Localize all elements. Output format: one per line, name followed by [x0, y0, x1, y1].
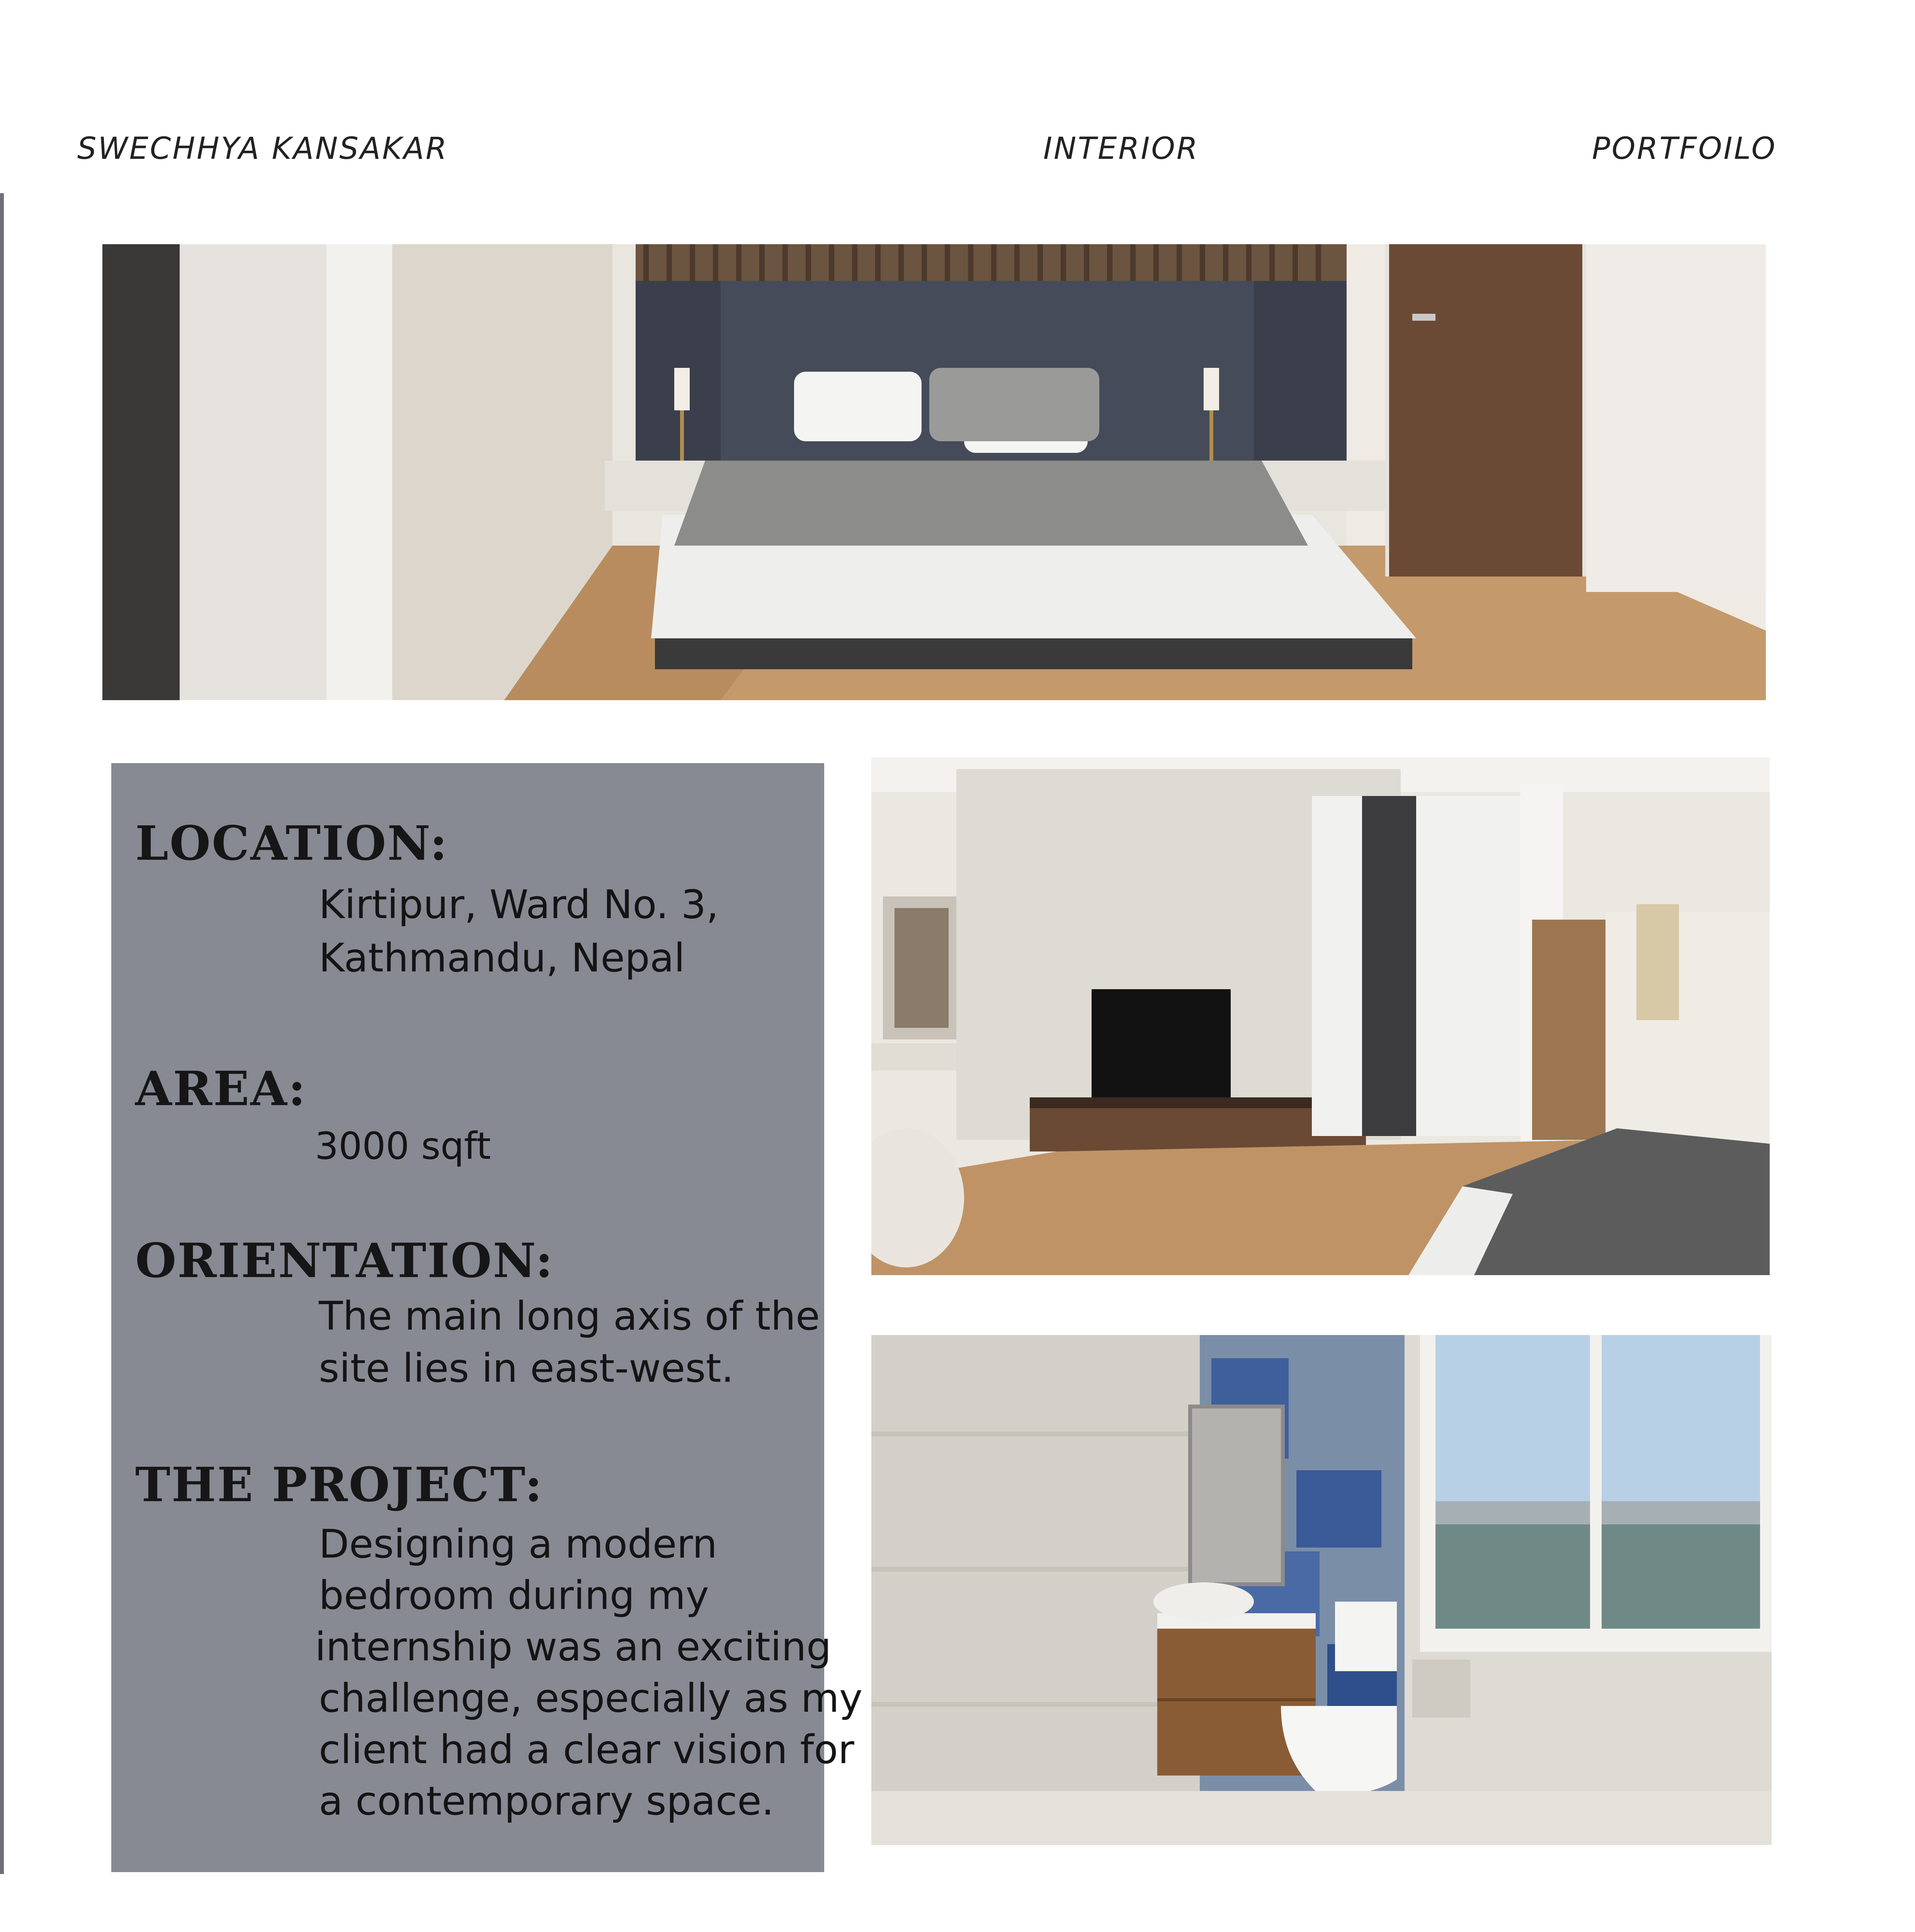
project-line-1: Designing a modern: [319, 1521, 718, 1567]
project-line-3: internship was an exciting: [315, 1624, 832, 1670]
left-rule: [0, 193, 4, 1874]
bedroom-render: [102, 244, 1766, 700]
area-heading: AREA:: [135, 1061, 307, 1116]
project-heading: THE PROJECT:: [135, 1457, 544, 1512]
location-line-2: Kathmandu, Nepal: [319, 935, 685, 981]
location-heading: LOCATION:: [135, 815, 449, 871]
project-line-6: a contemporary space.: [319, 1778, 774, 1824]
orientation-heading: ORIENTATION:: [135, 1233, 554, 1288]
area-value: 3000 sqft: [315, 1124, 491, 1168]
project-line-4: challenge, especially as my: [319, 1675, 863, 1721]
orientation-line-1: The main long axis of the: [319, 1293, 820, 1339]
location-line-1: Kirtipur, Ward No. 3,: [319, 882, 719, 928]
orientation-line-2: site lies in east-west.: [319, 1345, 734, 1391]
tv-wardrobe-render: [871, 757, 1770, 1275]
project-line-5: client had a clear vision for: [319, 1727, 854, 1773]
header-section: INTERIOR: [1043, 131, 1199, 166]
header-document: PORTFOILO: [1592, 131, 1777, 166]
header-author: SWECHHYA KANSAKAR: [77, 131, 448, 166]
bathroom-render: [871, 1335, 1772, 1845]
project-line-2: bedroom during my: [319, 1573, 709, 1619]
